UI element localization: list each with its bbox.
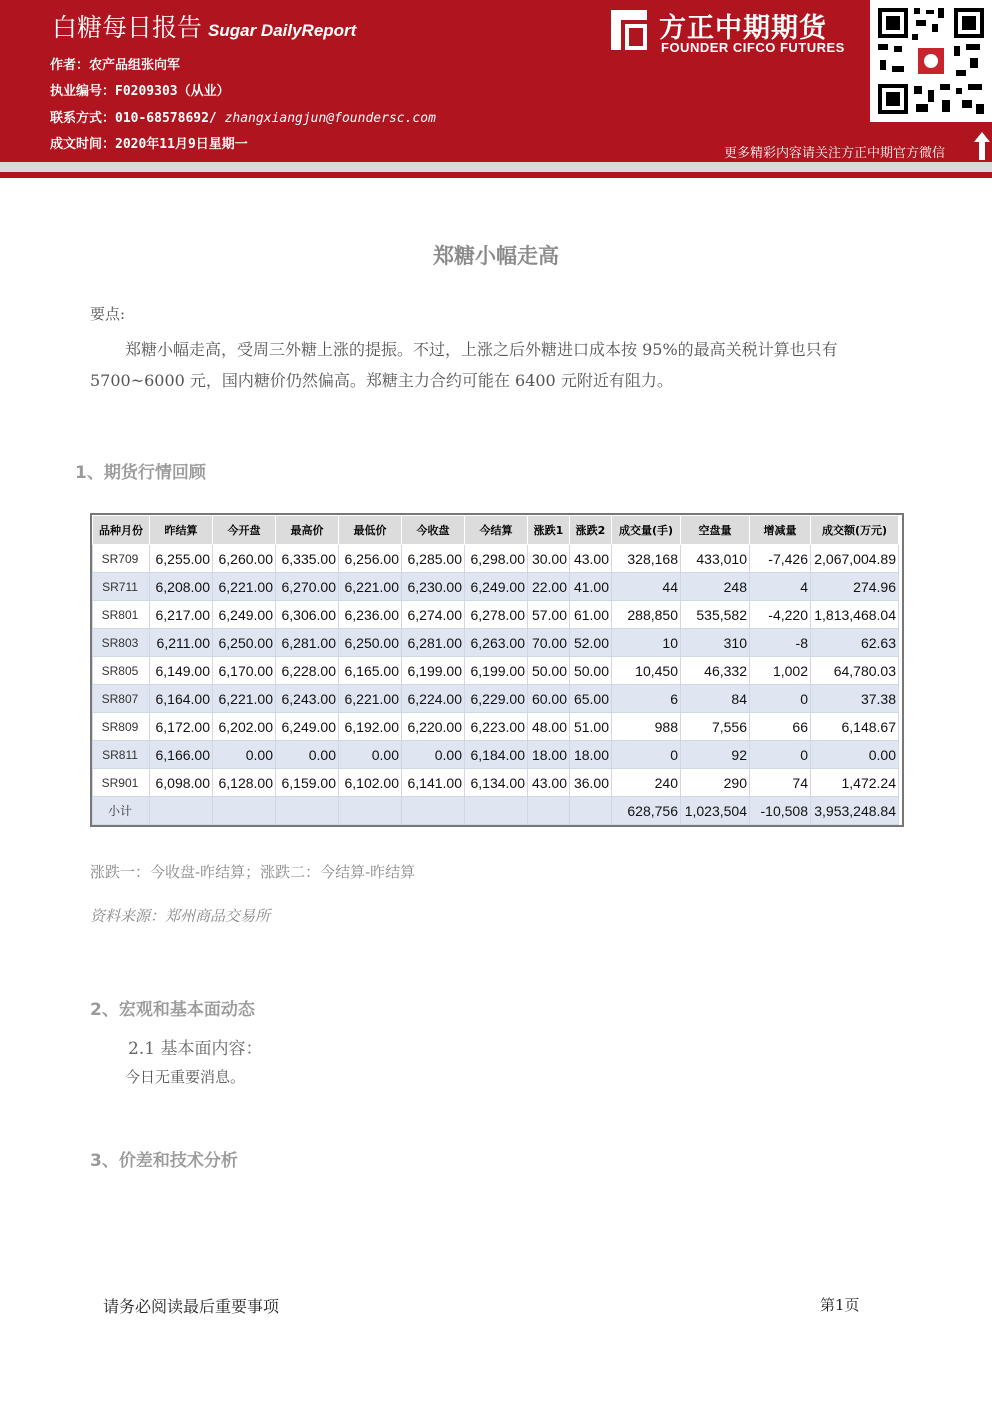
table-cell: 36.00 bbox=[570, 769, 612, 797]
table-cell: 18.00 bbox=[528, 741, 570, 769]
table-cell: 22.00 bbox=[528, 573, 570, 601]
table-cell bbox=[339, 797, 402, 825]
table-cell: 74 bbox=[750, 769, 811, 797]
table-cell: 6,278.00 bbox=[465, 601, 528, 629]
table-row bbox=[93, 657, 899, 685]
table-cell: 44 bbox=[612, 573, 681, 601]
table-cell: 6,250.00 bbox=[213, 629, 276, 657]
table-row bbox=[93, 713, 899, 741]
document-title: 郑糖小幅走高 bbox=[433, 244, 559, 268]
table-row bbox=[93, 769, 899, 797]
table-cell: 6,165.00 bbox=[339, 657, 402, 685]
table-total-row bbox=[93, 797, 899, 825]
table-cell: 6,217.00 bbox=[150, 601, 213, 629]
contract-code-cell: SR901 bbox=[93, 769, 150, 797]
column-header: 增减量 bbox=[750, 516, 811, 545]
table-cell: 6,098.00 bbox=[150, 769, 213, 797]
table-cell: 0.00 bbox=[276, 741, 339, 769]
table-cell: 2,067,004.89 bbox=[811, 545, 899, 573]
table-cell: 6,263.00 bbox=[465, 629, 528, 657]
table-cell: 6,134.00 bbox=[465, 769, 528, 797]
table-cell: 57.00 bbox=[528, 601, 570, 629]
table-cell bbox=[276, 797, 339, 825]
table-cell: 37.38 bbox=[811, 685, 899, 713]
table-cell: 30.00 bbox=[528, 545, 570, 573]
table-cell: 6,184.00 bbox=[465, 741, 528, 769]
report-title-cn: 白糖每日报告 bbox=[52, 13, 203, 42]
table-cell: 290 bbox=[681, 769, 750, 797]
table-cell: 43.00 bbox=[528, 769, 570, 797]
table-cell: 6,208.00 bbox=[150, 573, 213, 601]
contact-line bbox=[50, 107, 436, 126]
column-header: 成交量(手) bbox=[612, 516, 681, 545]
table-cell: 433,010 bbox=[681, 545, 750, 573]
column-header: 成交额(万元) bbox=[811, 516, 899, 545]
license-line: 执业编号：F0209303（从业） bbox=[50, 84, 230, 99]
table-cell: 18.00 bbox=[570, 741, 612, 769]
table-cell: 6,281.00 bbox=[402, 629, 465, 657]
table-row bbox=[93, 573, 899, 601]
fundamentals-text: 今日无重要消息。 bbox=[125, 1068, 246, 1086]
table-cell: 328,168 bbox=[612, 545, 681, 573]
table-cell: 6,229.00 bbox=[465, 685, 528, 713]
table-cell: 6,172.00 bbox=[150, 713, 213, 741]
subsection-heading-fundamentals: 2.1 基本面内容： bbox=[128, 1039, 263, 1059]
table-cell bbox=[402, 797, 465, 825]
arrow-up-icon bbox=[974, 132, 990, 160]
table-cell: 84 bbox=[681, 685, 750, 713]
table-cell: 0.00 bbox=[402, 741, 465, 769]
table-cell: 0 bbox=[612, 741, 681, 769]
table-cell: 6,199.00 bbox=[465, 657, 528, 685]
date-line: 成文时间：2020年11月9日星期一 bbox=[50, 137, 248, 152]
table-cell: 0.00 bbox=[339, 741, 402, 769]
contract-code-cell: 小计 bbox=[93, 797, 150, 825]
table-cell: 10 bbox=[612, 629, 681, 657]
column-header: 最高价 bbox=[276, 516, 339, 545]
table-row bbox=[93, 741, 899, 769]
table-cell: 52.00 bbox=[570, 629, 612, 657]
table-cell: 6,221.00 bbox=[213, 685, 276, 713]
table-header-row bbox=[93, 516, 899, 545]
contract-code-cell: SR709 bbox=[93, 545, 150, 573]
table-cell: 628,756 bbox=[612, 797, 681, 825]
report-title bbox=[52, 8, 356, 44]
table-cell: 6,306.00 bbox=[276, 601, 339, 629]
table-cell: 10,450 bbox=[612, 657, 681, 685]
table-cell: 6,149.00 bbox=[150, 657, 213, 685]
column-header: 涨跌2 bbox=[570, 516, 612, 545]
qr-code-icon[interactable] bbox=[870, 0, 992, 122]
table-cell: 288,850 bbox=[612, 601, 681, 629]
contract-code-cell: SR811 bbox=[93, 741, 150, 769]
table-cell: 0 bbox=[750, 685, 811, 713]
section-heading-macro: 2、宏观和基本面动态 bbox=[90, 1000, 255, 1020]
data-source-note: 资料来源：郑州商品交易所 bbox=[90, 907, 271, 925]
table-cell: 6,274.00 bbox=[402, 601, 465, 629]
table-row bbox=[93, 545, 899, 573]
table-cell: 6,249.00 bbox=[465, 573, 528, 601]
table-cell: 6,211.00 bbox=[150, 629, 213, 657]
formula-note: 涨跌一：今收盘-昨结算；涨跌二：今结算-昨结算 bbox=[90, 863, 416, 881]
table-cell: 6,220.00 bbox=[402, 713, 465, 741]
table-cell: 6,170.00 bbox=[213, 657, 276, 685]
table-cell: 61.00 bbox=[570, 601, 612, 629]
table-cell: 3,953,248.84 bbox=[811, 797, 899, 825]
follow-wechat-text: 更多精彩内容请关注方正中期官方微信 bbox=[724, 146, 946, 161]
table-cell: 41.00 bbox=[570, 573, 612, 601]
table-cell: 7,556 bbox=[681, 713, 750, 741]
table-cell: -7,426 bbox=[750, 545, 811, 573]
table-cell: 6,255.00 bbox=[150, 545, 213, 573]
logo-text-en: FOUNDER CIFCO FUTURES bbox=[661, 40, 845, 55]
table-cell bbox=[465, 797, 528, 825]
table-cell: 43.00 bbox=[570, 545, 612, 573]
contract-code-cell: SR809 bbox=[93, 713, 150, 741]
table-cell: 48.00 bbox=[528, 713, 570, 741]
table-cell: 274.96 bbox=[811, 573, 899, 601]
table-cell: 70.00 bbox=[528, 629, 570, 657]
table-cell: 0.00 bbox=[213, 741, 276, 769]
table-cell: 6,249.00 bbox=[213, 601, 276, 629]
table-row bbox=[93, 629, 899, 657]
table-cell: 6 bbox=[612, 685, 681, 713]
key-points-summary: 郑糖小幅走高，受周三外糖上涨的提振。不过，上涨之后外糖进口成本按 95%的最高关税计算也只有 5700~6000 元，国内糖价仍然偏高。郑糖主力合约可能在 6400 元附近有阻力。 bbox=[90, 340, 838, 390]
logo-text-cn: 方正中期期货 bbox=[659, 13, 827, 44]
table-cell: 6,298.00 bbox=[465, 545, 528, 573]
table-cell: 1,002 bbox=[750, 657, 811, 685]
table-cell: 64,780.03 bbox=[811, 657, 899, 685]
table-cell: 6,236.00 bbox=[339, 601, 402, 629]
table-cell: 6,166.00 bbox=[150, 741, 213, 769]
table-cell: 0.00 bbox=[811, 741, 899, 769]
contract-code-cell: SR807 bbox=[93, 685, 150, 713]
column-header: 空盘量 bbox=[681, 516, 750, 545]
table-cell: 6,285.00 bbox=[402, 545, 465, 573]
column-header: 涨跌1 bbox=[528, 516, 570, 545]
column-header: 今开盘 bbox=[213, 516, 276, 545]
table-cell: 6,221.00 bbox=[213, 573, 276, 601]
table-cell: 65.00 bbox=[570, 685, 612, 713]
key-points-label: 要点: bbox=[90, 305, 126, 323]
header-divider bbox=[0, 162, 992, 172]
table-cell: 46,332 bbox=[681, 657, 750, 685]
table-cell bbox=[570, 797, 612, 825]
futures-quote-table bbox=[90, 513, 904, 827]
table-cell: 6,230.00 bbox=[402, 573, 465, 601]
table-cell: 6,221.00 bbox=[339, 573, 402, 601]
table-cell: 60.00 bbox=[528, 685, 570, 713]
table-cell bbox=[213, 797, 276, 825]
contact-phone: 联系方式：010-68578692/ bbox=[50, 111, 225, 126]
author-line: 作者：农产品组张向军 bbox=[50, 58, 181, 73]
table-cell: 240 bbox=[612, 769, 681, 797]
table-cell: -8 bbox=[750, 629, 811, 657]
table-cell: 1,813,468.04 bbox=[811, 601, 899, 629]
table-cell: 988 bbox=[612, 713, 681, 741]
table-cell: -4,220 bbox=[750, 601, 811, 629]
company-logo bbox=[603, 6, 858, 58]
table-cell: 1,472.24 bbox=[811, 769, 899, 797]
table-body bbox=[93, 545, 899, 825]
section-heading-spread-technical: 3、价差和技术分析 bbox=[90, 1151, 238, 1171]
column-header: 今结算 bbox=[465, 516, 528, 545]
table-cell: 6,249.00 bbox=[276, 713, 339, 741]
table-cell: 0 bbox=[750, 741, 811, 769]
page-number: 第1页 bbox=[820, 1296, 860, 1314]
table-cell: 248 bbox=[681, 573, 750, 601]
table-cell: 66 bbox=[750, 713, 811, 741]
logo-mark-icon bbox=[603, 6, 651, 54]
column-header: 昨结算 bbox=[150, 516, 213, 545]
table-cell: 535,582 bbox=[681, 601, 750, 629]
table-cell: -10,508 bbox=[750, 797, 811, 825]
column-header: 今收盘 bbox=[402, 516, 465, 545]
contract-code-cell: SR801 bbox=[93, 601, 150, 629]
table-cell: 6,260.00 bbox=[213, 545, 276, 573]
table-cell: 6,148.67 bbox=[811, 713, 899, 741]
contact-email[interactable]: zhangxiangjun@foundersc.com bbox=[224, 111, 436, 126]
table-cell: 6,281.00 bbox=[276, 629, 339, 657]
table-cell bbox=[150, 797, 213, 825]
column-header: 最低价 bbox=[339, 516, 402, 545]
table-cell: 6,192.00 bbox=[339, 713, 402, 741]
table-cell: 6,202.00 bbox=[213, 713, 276, 741]
table-cell: 6,223.00 bbox=[465, 713, 528, 741]
table-cell bbox=[528, 797, 570, 825]
table-row bbox=[93, 685, 899, 713]
table-cell: 51.00 bbox=[570, 713, 612, 741]
report-header bbox=[0, 0, 992, 162]
table-cell: 4 bbox=[750, 573, 811, 601]
table-cell: 6,164.00 bbox=[150, 685, 213, 713]
report-title-en: Sugar DailyReport bbox=[208, 21, 357, 40]
section-heading-futures-review: 1、期货行情回顾 bbox=[75, 463, 206, 483]
table-cell: 62.63 bbox=[811, 629, 899, 657]
table-cell: 1,023,504 bbox=[681, 797, 750, 825]
table-cell: 6,250.00 bbox=[339, 629, 402, 657]
footer-notice: 请务必阅读最后重要事项 bbox=[103, 1297, 280, 1316]
table-cell: 92 bbox=[681, 741, 750, 769]
header-divider-red bbox=[0, 172, 992, 178]
table-cell: 6,228.00 bbox=[276, 657, 339, 685]
table-cell: 6,141.00 bbox=[402, 769, 465, 797]
contract-code-cell: SR805 bbox=[93, 657, 150, 685]
table-cell: 6,256.00 bbox=[339, 545, 402, 573]
table-cell: 310 bbox=[681, 629, 750, 657]
table-cell: 6,224.00 bbox=[402, 685, 465, 713]
table-cell: 6,159.00 bbox=[276, 769, 339, 797]
table-cell: 6,270.00 bbox=[276, 573, 339, 601]
contract-code-cell: SR803 bbox=[93, 629, 150, 657]
table-cell: 6,335.00 bbox=[276, 545, 339, 573]
table-cell: 6,243.00 bbox=[276, 685, 339, 713]
table-cell: 50.00 bbox=[570, 657, 612, 685]
table-cell: 6,221.00 bbox=[339, 685, 402, 713]
table-cell: 50.00 bbox=[528, 657, 570, 685]
column-header: 品种月份 bbox=[93, 516, 150, 545]
table-row bbox=[93, 601, 899, 629]
contract-code-cell: SR711 bbox=[93, 573, 150, 601]
table-cell: 6,199.00 bbox=[402, 657, 465, 685]
table-cell: 6,102.00 bbox=[339, 769, 402, 797]
table-cell: 6,128.00 bbox=[213, 769, 276, 797]
